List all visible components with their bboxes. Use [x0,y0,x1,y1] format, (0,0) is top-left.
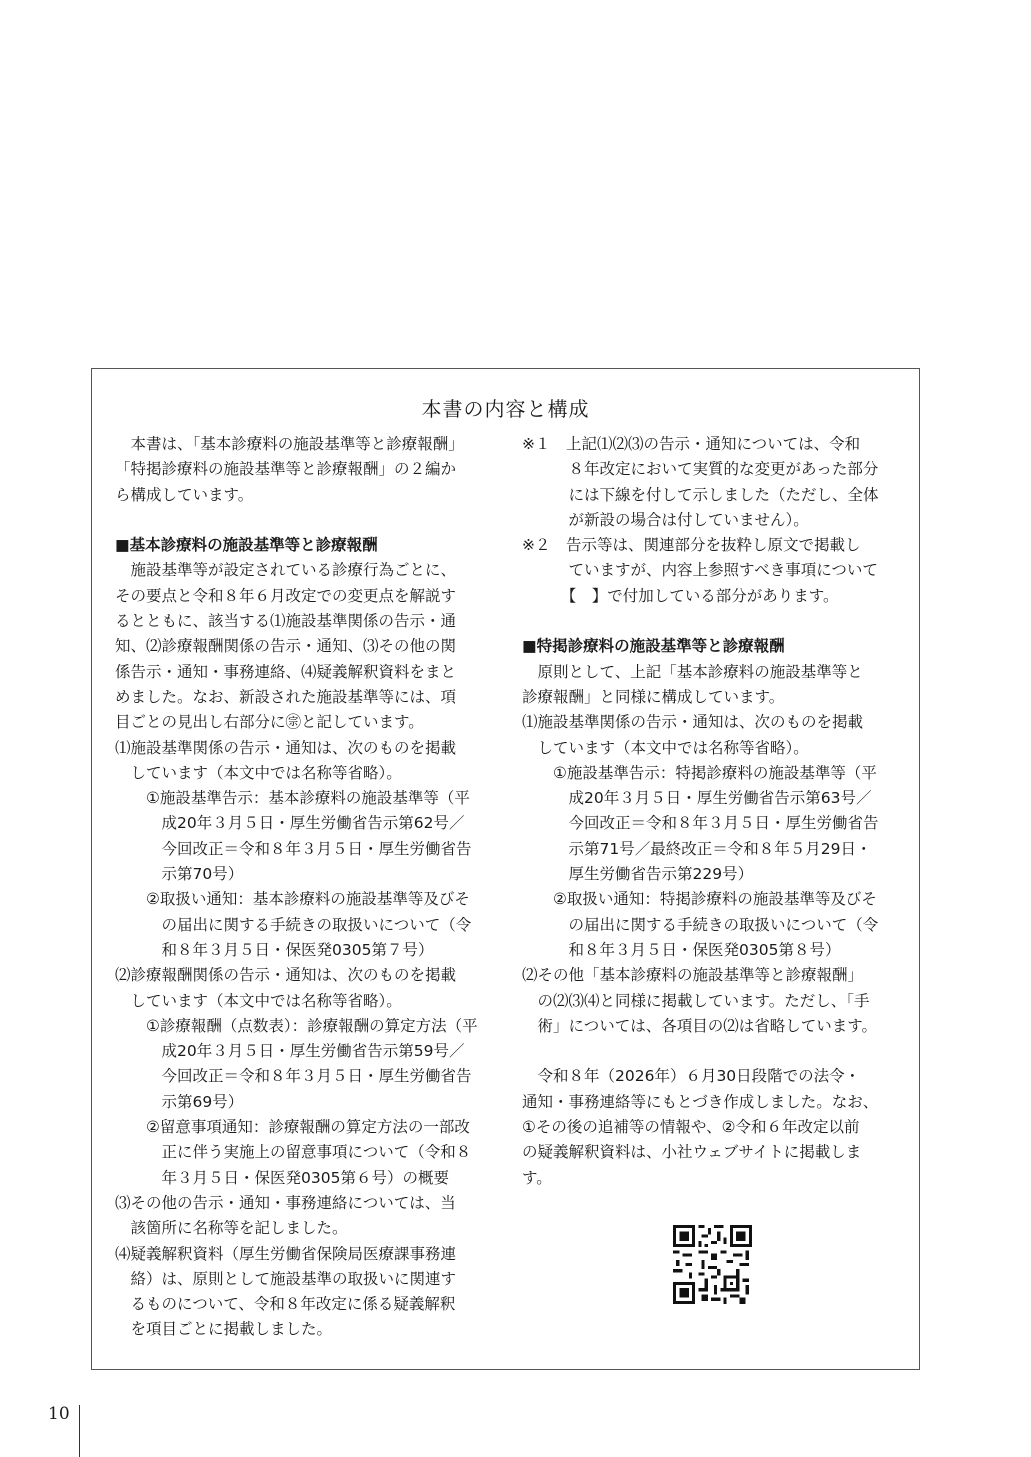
text-line: 知、⑵診療報酬関係の告示・通知、⑶その他の関 [115,637,457,656]
text-line: 絡）は、原則として施設基準の取扱いに関連す [115,1269,457,1288]
text-line: 和８年３月５日・保医発0305第７号） [115,940,434,959]
text-line: 和８年３月５日・保医発0305第８号） [522,940,841,959]
text-line: 該箇所に名称等を記しました。 [115,1219,348,1238]
text-line: ⑵診療報酬関係の告示・通知は、次のものを掲載 [115,966,457,985]
note-line: が新設の場合は付していません）。 [522,510,809,529]
margin-rule [79,1405,80,1457]
text-line: の届出に関する手続きの取扱いについて（令 [522,915,879,934]
text-line: 成20年３月５日・厚生労働省告示第62号／ [115,814,465,833]
text-line: 今回改正＝令和８年３月５日・厚生労働省告 [115,839,472,858]
text-line: ら構成しています。 [115,485,254,504]
spacer [115,508,492,533]
text-line: 診療報酬」と同様に構成しています。 [522,687,785,706]
left-column [115,432,492,1343]
text-line: の届出に関する手続きの取扱いについて（令 [115,915,472,934]
text-line: 係告示・通知・事務連絡、⑷疑義解釈資料をまと [115,662,457,681]
text-line: 施設基準等が設定されている診療行為ごとに、 [115,561,457,580]
text-line: ⑴施設基準関係の告示・通知は、次のものを掲載 [115,738,457,757]
text-line: しています（本文中では名称等省略）。 [115,991,402,1010]
qr-code-icon[interactable] [673,1225,752,1304]
spacer [522,1039,900,1064]
text-line: 本書は、「基本診療料の施設基準等と診療報酬」 [115,435,464,453]
section-heading: ■基本診療料の施設基準等と診療報酬 [115,536,378,555]
note-line: ていますが、内容上参照すべき事項について [522,561,878,580]
text-line: 示第69号） [115,1092,244,1111]
text-line: るとともに、該当する⑴施設基準関係の告示・通 [115,612,457,631]
text-line: ⑷疑義解釈資料（厚生労働省保険局医療課事務連 [115,1244,457,1263]
text-line: 令和８年（2026年）６月30日段階での法令・ [522,1067,861,1086]
text-line: 今回改正＝令和８年３月５日・厚生労働省告 [522,814,879,833]
text-line: を項目ごとに掲載しました。 [115,1320,333,1339]
text-line: ②留意事項通知：診療報酬の算定方法の一部改 [115,1118,470,1137]
section-heading: ■特掲診療料の施設基準等と診療報酬 [522,637,785,656]
note-line: ※２ 告示等は、関連部分を抜粋し原文で掲載し [522,536,861,555]
text-line: ①施設基準告示：特掲診療料の施設基準等（平 [522,763,877,782]
text-line: めました。なお、新設された施設基準等には、項 [115,687,457,706]
text-line: 術」については、各項目の⑵は省略しています。 [522,1016,877,1035]
right-column [522,432,900,1191]
text-line: るものについて、令和８年改定に係る疑義解釈 [115,1295,456,1314]
section-title: 本書の内容と構成 [421,397,590,421]
text-line: す。 [522,1168,552,1187]
text-line: 目ごとの見出し右部分に㊪と記しています。 [115,713,424,732]
text-line: 成20年３月５日・厚生労働省告示第63号／ [522,789,872,808]
text-line: ①施設基準告示：基本診療料の施設基準等（平 [115,789,470,808]
text-line: 示第70号） [115,865,244,884]
text-line: ②取扱い通知：基本診療料の施設基準等及びそ [115,890,470,909]
text-line: 年３月５日・保医発0305第６号）の概要 [115,1168,449,1187]
text-line: 通知・事務連絡等にもとづき作成しました。なお、 [522,1092,879,1111]
text-line: 「特掲診療料の施設基準等と診療報酬」の２編か [115,460,457,479]
text-line: 今回改正＝令和８年３月５日・厚生労働省告 [115,1067,472,1086]
text-line: しています（本文中では名称等省略）。 [522,738,809,757]
text-line: しています（本文中では名称等省略）。 [115,763,402,782]
note-line: ８年改定において実質的な変更があった部分 [522,460,879,479]
text-line: 原則として、上記「基本診療料の施設基準等と [522,662,863,681]
text-line: ⑶その他の告示・通知・事務連絡については、当 [115,1193,456,1212]
text-line: ②取扱い通知：特掲診療料の施設基準等及びそ [522,890,877,909]
content-structure-box [91,368,920,1370]
text-line: の⑵⑶⑷と同様に掲載しています。ただし、「手 [522,991,870,1010]
spacer [522,609,900,634]
text-line: ⑴施設基準関係の告示・通知は、次のものを掲載 [522,713,864,732]
text-line: ①診療報酬（点数表）：診療報酬の算定方法（平 [115,1016,478,1035]
text-line: 示第71号／最終改正＝令和８年５月29日・ [522,839,872,858]
note-line: ※１ 上記⑴⑵⑶の告示・通知については、令和 [522,435,861,453]
text-line: の疑義解釈資料は、小社ウェブサイトに掲載しま [522,1143,862,1162]
text-line: 成20年３月５日・厚生労働省告示第59号／ [115,1042,465,1061]
page-number: 10 [48,1404,70,1424]
text-line: 厚生労働省告示第229号） [522,865,754,884]
text-line: ①その後の追補等の情報や、②令和６年改定以前 [522,1118,860,1137]
text-line: 正に伴う実施上の留意事項について（令和８ [115,1143,472,1162]
text-line: その要点と令和８年６月改定での変更点を解説す [115,586,457,605]
note-line: には下線を付して示しました（ただし、全体 [522,485,879,504]
note-line: 【 】で付加している部分があります。 [522,586,839,605]
text-line: ⑵その他「基本診療料の施設基準等と診療報酬」 [522,966,864,985]
